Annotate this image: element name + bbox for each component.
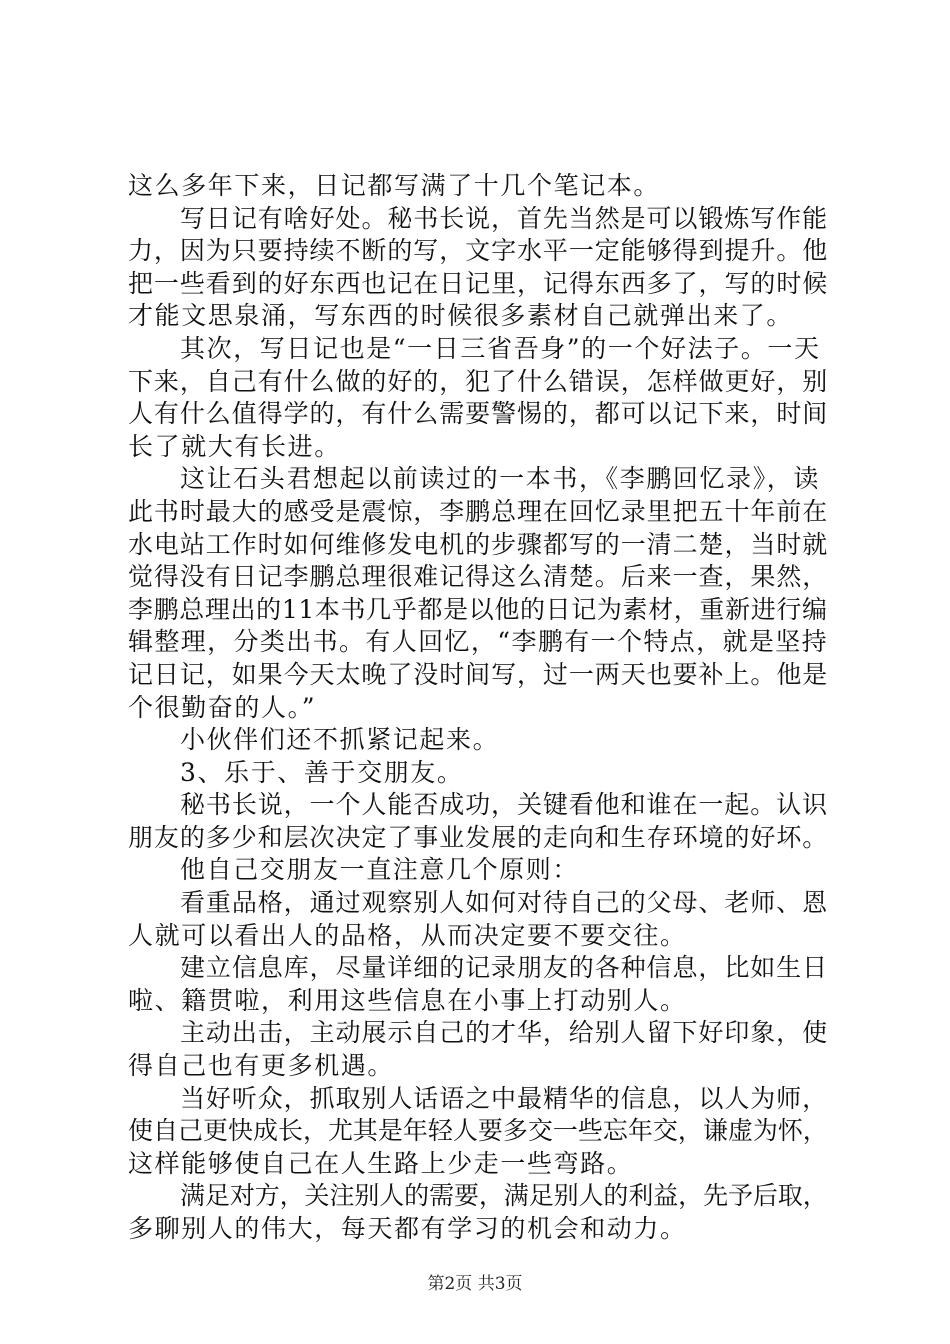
paragraph-line: 人就可以看出人的品格，从而决定要不要交往。 — [128, 920, 687, 950]
paragraph-line: 这样能够使自己在人生路上少走一些弯路。 — [128, 1148, 634, 1178]
paragraph-line: 朋友的多少和层次决定了事业发展的走向和生存环境的好坏。 — [128, 822, 829, 852]
paragraph-first-line: 3、乐于、善于交朋友。 — [180, 757, 464, 787]
page-footer: 第2页 共3页 — [427, 1274, 523, 1294]
paragraph-line: 记日记，如果今天太晚了没时间写，过一两天也要补上。他是 — [128, 659, 829, 689]
paragraph-line: 辑整理，分类出书。有人回忆，“李鹏有一个特点，就是坚持 — [128, 627, 828, 657]
paragraph-line: 力，因为只要持续不断的写，文字水平一定能够得到提升。他 — [128, 236, 829, 266]
paragraph-line: 得自己也有更多机遇。 — [128, 1051, 395, 1081]
document-body — [128, 170, 828, 1246]
paragraph-line: 啦、籍贯啦，利用这些信息在小事上打动别人。 — [128, 985, 687, 1015]
paragraph-first-line: 建立信息库，尽量详细的记录朋友的各种信息，比如生日 — [180, 953, 829, 983]
paragraph-first-line: 看重品格，通过观察别人如何对待自己的父母、老师、恩 — [180, 888, 829, 918]
paragraph-line: 长了就大有长进。 — [128, 431, 341, 461]
paragraph-first-line: 当好听众，抓取别人话语之中最精华的信息，以人为师， — [180, 1083, 829, 1113]
paragraph-line: 人有什么值得学的，有什么需要警惕的，都可以记下来，时间 — [128, 399, 829, 429]
paragraph-line: 多聊别人的伟大，每天都有学习的机会和动力。 — [128, 1214, 687, 1243]
paragraph-first-line: 他自己交朋友一直注意几个原则： — [180, 855, 580, 885]
paragraph-first-line: 其次，写日记也是“一日三省吾身”的一个好法子。一天 — [180, 333, 821, 363]
paragraph-first-line: 写日记有啥好处。秘书长说，首先当然是可以锻炼写作能 — [180, 203, 829, 233]
paragraph-line: 这么多年下来，日记都写满了十几个笔记本。 — [128, 171, 661, 200]
paragraph-first-line: 秘书长说，一个人能否成功，关键看他和谁在一起。认识 — [180, 790, 829, 820]
paragraph-line: 水电站工作时如何维修发电机的步骤都写的一清二楚，当时就 — [128, 529, 829, 559]
paragraph-line: 李鹏总理出的11本书几乎都是以他的日记为素材，重新进行编 — [128, 594, 828, 624]
paragraph-line: 才能文思泉涌，写东西的时候很多素材自己就弹出来了。 — [128, 301, 794, 331]
paragraph-first-line: 满足对方，关注别人的需要，满足别人的利益，先予后取， — [180, 1181, 828, 1211]
paragraph-first-line: 主动出击，主动展示自己的才华，给别人留下好印象，使 — [180, 1018, 829, 1048]
paragraph-line: 使自己更快成长，尤其是年轻人要多交一些忘年交，谦虚为怀， — [128, 1116, 828, 1146]
paragraph-line: 觉得没有日记李鹏总理很难记得这么清楚。后来一查，果然， — [128, 562, 829, 592]
paragraph-line: 下来，自己有什么做的好的，犯了什么错误，怎样做更好，别 — [128, 366, 829, 396]
paragraph-line: 个很勤奋的人。” — [128, 692, 317, 722]
paragraph-first-line: 小伙伴们还不抓紧记起来。 — [180, 725, 500, 755]
paragraph-line: 把一些看到的好东西也记在日记里，记得东西多了，写的时候 — [128, 268, 829, 298]
paragraph-line: 此书时最大的感受是震惊，李鹏总理在回忆录里把五十年前在 — [128, 496, 829, 526]
paragraph-first-line: 这让石头君想起以前读过的一本书，《李鹏回忆录》，读 — [180, 464, 821, 494]
